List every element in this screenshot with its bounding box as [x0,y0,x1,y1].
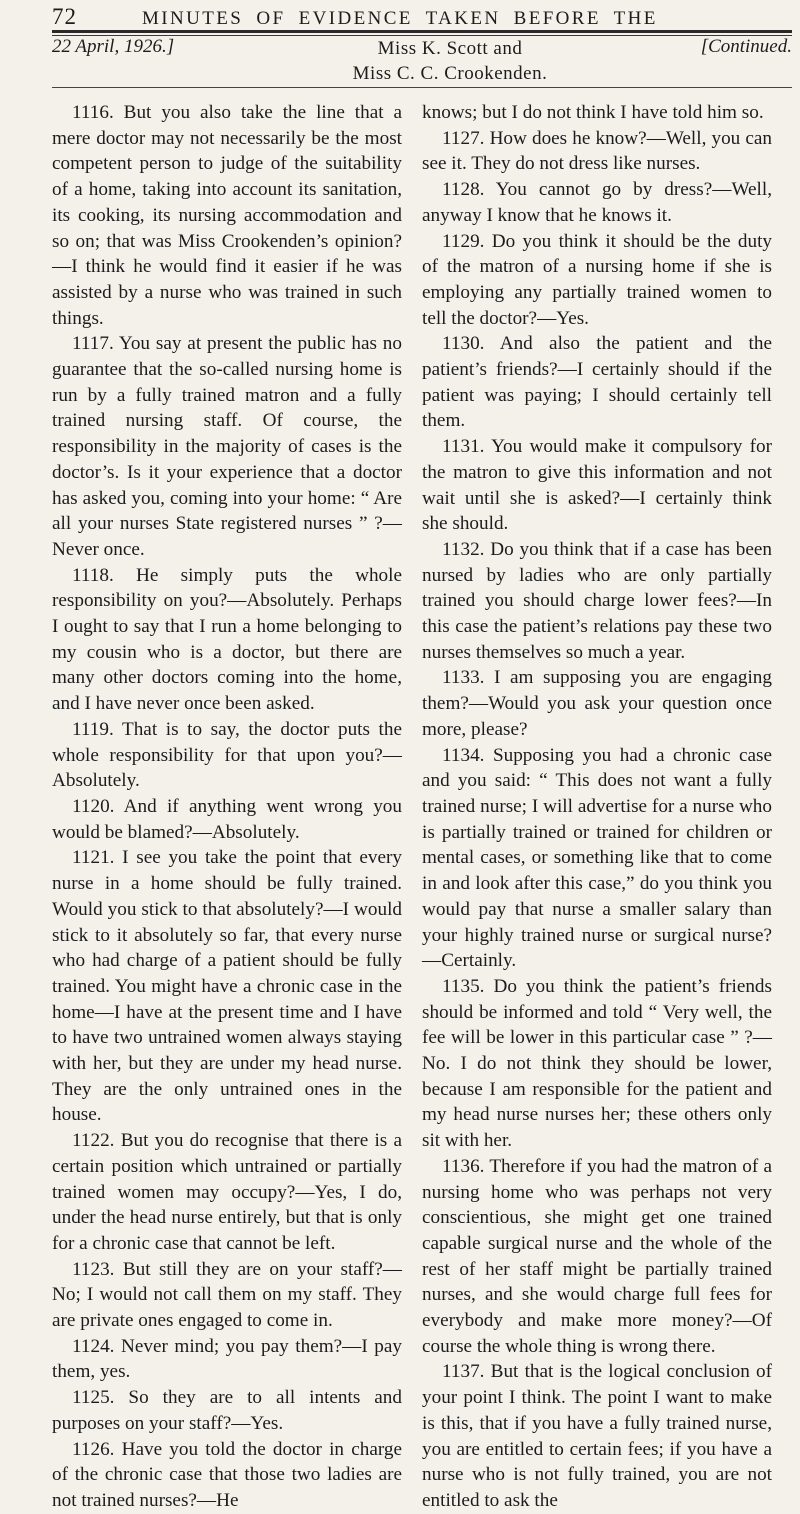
question-1125: 1125. So they are to all intents and purposes on your staff?—Yes. [52,1387,402,1434]
witness-names [260,36,640,86]
question-1135: 1135. Do you think the patient’s friends should be informed and told “ Very well, the fee will be lower in this particular case ” ?—No. I do not think they should be lower, because I am responsible for the patient and my head nurse nurses her; these others only sit with her. [422,975,772,1152]
question-1122: 1122. But you do recognise that there is a certain position which untrained or partially trained women may occupy?—Yes, I do, under the head nurse entirely, but that is only for a chronic case that cannot be left. [52,1130,402,1254]
session-date: 22 April, 1926.] [52,36,175,57]
question-1120: 1120. And if anything went wrong you would be blamed?—Absolutely. [52,795,402,843]
right-column [422,100,772,1514]
question-1116: 1116. But you also take the line that a mere doctor may not necessarily be the most competent person to judge of the suitability of a home, taking into account its sanitation, its cooking, its nursing accommodation and so on; that was Miss Crookenden’s opinion?—I think he would find it easier if he was assisted by a nurse who was trained in such things. [52,102,402,329]
question-1131: 1131. You would make it compulsory for the matron to give this information and not wait until she is asked?—I certainly think she should. [422,436,772,535]
header-rule-thick [52,30,792,33]
question-1134: 1134. Supposing you had a chronic case and you said: “ This does not want a fully trained nurse; I will advertise for a nurse who is partially trained or trained for children or mental cases, or something like that to come in and look after this case,” do you think you would pay that nurse a smaller salary than your highly trained nurse or surgical nurse?—Certainly. [422,744,772,972]
witness-line-1: Miss K. Scott and [377,38,523,59]
question-1132: 1132. Do you think that if a case has been nursed by ladies who are only partially trained you should charge lower fees?—In this case the patient’s relations pay these two nurses themselves so much a year. [422,538,772,663]
question-1127: 1127. How does he know?—Well, you can see it. They do not dress like nurses. [422,127,772,175]
running-title: MINUTES OF EVIDENCE TAKEN BEFORE THE [142,8,658,29]
subheader-rule [52,87,792,88]
question-1117: 1117. You say at present the public has no guarantee that the so-called nursing home is run by a fully trained matron and a fully trained nursing staff. Of course, the responsibility in the majority of cases is the doctor’s. Is it your experience that a doctor has asked you, coming into your home: “ Are all your nurses State registered nurses ” ?—Never once. [52,333,402,560]
question-1128: 1128. You cannot go by dress?—Well, anyway I know that he knows it. [422,179,772,226]
question-1130: 1130. And also the patient and the patient’s friends?—I certainly should if the patient was paying; I should certainly tell them. [422,333,772,432]
answer-1126-continuation: knows; but I do not think I have told him so. [422,102,764,123]
witness-line-2: Miss C. C. Crookenden. [352,63,548,84]
question-1137: 1137. But that is the logical conclusion of your point I think. The point I want to make is this, that if you have a fully trained nurse, you are entitled to certain fees; if you have a nurse who is not fully trained, you are not entitled to ask the [422,1361,772,1511]
question-1123: 1123. But still they are on your staff?—No; I would not call them on my staff. They are private ones engaged to come in. [52,1258,402,1332]
question-1136: 1136. Therefore if you had the matron of a nursing home who was perhaps not very conscientious, she might get one trained capable surgical nurse and the whole of the rest of her staff might be partially trained nurses, and she would charge full fees for everybody and make more money?—Of course the whole thing is wrong there. [422,1155,772,1357]
running-head [52,4,792,30]
left-column [52,100,402,1514]
question-1121: 1121. I see you take the point that every nurse in a home should be fully trained. Would you stick to that absolutely?—I would stick to it absolutely so far, that every nurse who had charge of a patient should be fully trained. You might have a chronic case in the home—I have at the present time and I have to have two untrained women always staying with her, but they are under my head nurse. They are the only untrained ones in the house. [52,847,402,1126]
question-1118: 1118. He simply puts the whole responsibility on you?—Absolutely. Perhaps I ought to say that I run a home belonging to my cousin who is a doctor, but there are many other doctors coming into the home, and I have never once been asked. [52,564,402,715]
question-1133: 1133. I am supposing you are engaging them?—Would you ask your question once more, please? [422,667,772,740]
question-1126: 1126. Have you told the doctor in charge of the chronic case that those two ladies are not trained nurses?—He [52,1438,402,1511]
question-1119: 1119. That is to say, the doctor puts the whole responsibility for that upon you?—Absolutely. [52,718,402,792]
question-1124: 1124. Never mind; you pay them?—I pay them, yes. [52,1335,402,1383]
continued-label: [Continued. [700,36,792,57]
page-number: 72 [52,4,77,29]
question-1129: 1129. Do you think it should be the duty of the matron of a nursing home if she is employing any partially trained women to tell the doctor?—Yes. [422,230,772,329]
